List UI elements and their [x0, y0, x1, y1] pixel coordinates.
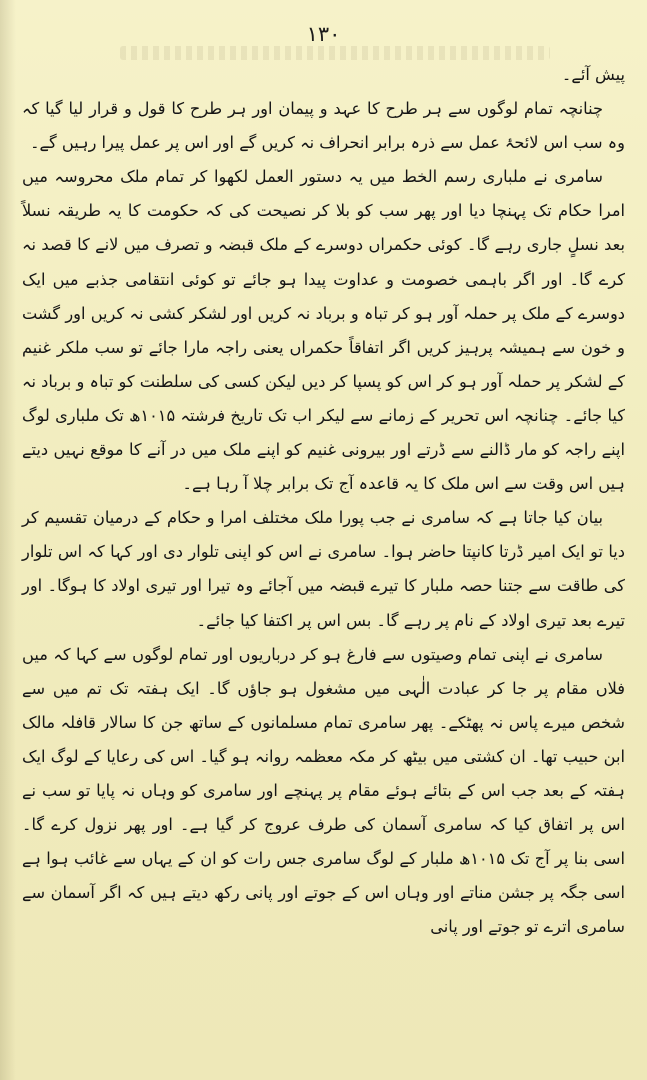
paragraph-1: پیش آئے۔	[561, 65, 625, 84]
paragraph-5: سامری نے اپنی تمام وصیتوں سے فارغ ہو کر درباریوں اور تمام لوگوں سے کہا کہ میں فلاں مقام پر جا کر عبادت الٰہی میں مشغول ہو جاؤں گا۔ ایک ہفتہ تک تم میں سے شخص میرے پاس نہ پھٹکے۔ پھر سامری تمام مسلمانوں کے ساتھ جن کا سالار قافلہ مالک ابن حبیب تھا۔ ان کشتی میں بیٹھ کر مکہ معظمہ روانہ ہو گیا۔ اس کی رعایا کے لوگ ایک ہفتہ کے بعد جب اس کے بتائے ہوئے مقام پر پہنچے اور سامری کو وہاں نہ پایا تو سب نے اس پر اتفاق کیا کہ سامری آسمان کی طرف عروج کر گیا ہے۔ اور پھر نزول کرے گا۔ اسی بنا پر آج تک ۱۰۱۵ھ ملبار کے لوگ سامری جس رات کو ان کے یہاں سے غائب ہوا ہے اسی جگہ پر جشن مناتے اور وہاں اس کے جوتے اور پانی رکھ دیتے ہیں کہ اگر آسمان سے سامری اترے تو جوتے اور پانی	[22, 644, 625, 937]
page-number: ١٣٠	[306, 22, 341, 46]
paragraph-3: سامری نے ملباری رسم الخط میں یہ دستور العمل لکھوا کر تمام ملک محروسہ میں امرا حکام تک پہنچا دیا اور پھر سب کو بلا کر نصیحت کی کہ حکومت کا یہ طریقہ نسلاً بعد نسلٍ جاری رہے گا۔ کوئی حکمراں دوسرے کے ملک قبضہ و تصرف میں لانے کا قصد نہ کرے گا۔ اور اگر باہمی خصومت و عداوت پیدا ہو جائے تو کوئی انتقامی جذبے میں ایک دوسرے کے ملک پر حملہ آور ہو کر تباہ و برباد نہ کریں اور لشکر کشی نہ کریں اور گشت و خون سے ہمیشہ پرہیز کریں اگر اتفاقاً حکمراں یعنی راجہ مارا جائے تو سب ملکر غنیم کے لشکر پر حملہ آور ہو کر اس کو پسپا کر دیں لیکن کسی کی سلطنت کو تباہ و برباد نہ کیا جائے۔ چنانچہ اس تحریر کے زمانے سے لیکر اب تک تاریخ فرشتہ ۱۰۱۵ھ تک ملباری لوگ اپنے راجہ کو مار ڈالنے سے ڈرتے اور بیرونی غنیم کو اپنے ملک میں در آنے کا موقع نہیں دیتے ہیں اس وقت سے اس ملک کا یہ قاعدہ آج تک برابر چلا آ رہا ہے۔	[22, 167, 625, 494]
paragraph-2: چنانچہ تمام لوگوں سے ہر طرح کا عہد و پیمان اور ہر طرح کا قول و قرار لیا گیا کہ وہ سب اس لائحۂ عمل سے ذرہ برابر انحراف نہ کریں گے اور اس پر عمل پیرا رہیں گے۔	[22, 99, 625, 153]
paragraph-4: بیان کیا جاتا ہے کہ سامری نے جب پورا ملک مختلف امرا و حکام کے درمیان تقسیم کر دیا تو ایک امیر ڈرتا کانپتا حاضر ہوا۔ سامری نے اس کو اپنی تلوار دی اور کہا کہ اس تلوار کی طاقت سے جتنا حصہ ملبار کا تیرے قبضہ میں آجائے وہ تیرا اور تیری اولاد کا ہوگا۔ اور تیرے بعد تیری اولاد کے نام پر رہے گا۔ بس اس پر اکتفا کیا جائے۔	[22, 508, 625, 630]
gutter-shadow	[0, 0, 16, 1080]
urdu-body-text	[22, 58, 625, 944]
